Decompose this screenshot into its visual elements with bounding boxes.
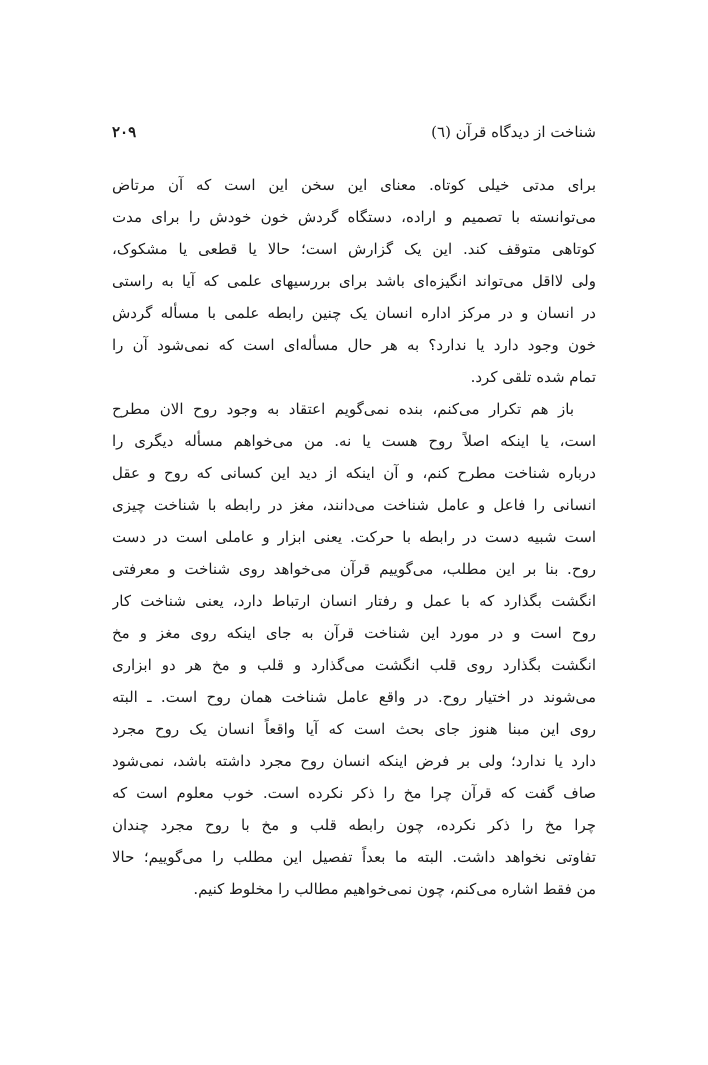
text-line: تفاوتی نخواهد داشت. البته ما بعداً تفصیل این مطلب را می‌گوییم؛ حالا <box>112 848 596 866</box>
text-line: است شبیه دست در رابطه با حرکت. یعنی ابزار و عاملی است در دست <box>112 528 596 546</box>
paragraph-2 <box>112 393 596 905</box>
text-line: است، یا اینکه اصلاً روح هست یا نه. من می‌خواهم مسأله دیگری را <box>112 432 596 450</box>
text-line: درباره شناخت مطرح کنم، و آن اینکه از دید این کسانی که روح و عقل <box>112 464 596 482</box>
text-line: صاف گفت که قرآن چرا مخ را ذکر نکرده است. خوب معلوم است که <box>112 784 596 802</box>
running-header-title: شناخت از دیدگاه قرآن (٦) <box>431 123 596 141</box>
text-line: می‌توانسته با تصمیم و اراده، دستگاه گردش خون خودش را برای مدت <box>112 208 596 226</box>
page-number: ۲۰۹ <box>112 123 137 141</box>
text-line: انگشت بگذارد روی قلب انگشت می‌گذارد و قلب و مخ هر دو ابزاری <box>112 656 596 674</box>
text-line: من فقط اشاره می‌کنم، چون نمی‌خواهیم مطالب را مخلوط کنیم. <box>193 880 596 898</box>
text-line: در انسان و در مرکز اداره انسان یک چنین رابطه علمی با مسأله گردش <box>112 304 596 322</box>
text-line: برای مدتی خیلی کوتاه. معنای این سخن این است که آن مرتاض <box>112 176 596 194</box>
running-header <box>112 120 596 144</box>
text-line: تمام شده تلقی کرد. <box>470 368 596 386</box>
text-line: می‌شوند در اختیار روح. در واقع عامل شناخت همان روح است. ـ البته <box>112 688 596 706</box>
text-line: انسانی را فاعل و عامل شناخت می‌دانند، مغز در رابطه با شناخت چیزی <box>112 496 596 514</box>
text-line: خون وجود دارد یا ندارد؟ به هر حال مسأله‌ای است که نمی‌شود آن را <box>112 336 596 354</box>
text-line: ولی لااقل می‌تواند انگیزه‌ای باشد برای بررسیهای علمی که آیا به راستی <box>112 272 596 290</box>
text-line: باز هم تکرار می‌کنم، بنده نمی‌گویم اعتقاد به وجود روح الان مطرح <box>112 400 574 418</box>
paragraph-1 <box>112 169 596 393</box>
text-line: روح است و در مورد این شناخت قرآن به جای اینکه روی مغز و مخ <box>112 624 596 642</box>
text-line: چرا مخ را ذکر نکرده، چون رابطه قلب و مخ با روح مجرد چندان <box>112 816 596 834</box>
text-line: روی این مبنا هنوز جای بحث است که آیا واقعاً انسان یک روح مجرد <box>112 720 596 738</box>
body-text <box>112 169 596 905</box>
text-line: کوتاهی متوقف کند. این یک گزارش است؛ حالا یا قطعی یا مشکوک، <box>112 240 596 258</box>
text-line: روح. بنا بر این مطلب، می‌گوییم قرآن می‌خواهد روی شناخت و معرفتی <box>112 560 596 578</box>
text-line: انگشت بگذارد که با عمل و رفتار انسان ارتباط دارد، یعنی شناخت کار <box>112 592 596 610</box>
text-line: دارد یا ندارد؛ ولی بر فرض اینکه انسان روح مجرد داشته باشد، نمی‌شود <box>112 752 596 770</box>
